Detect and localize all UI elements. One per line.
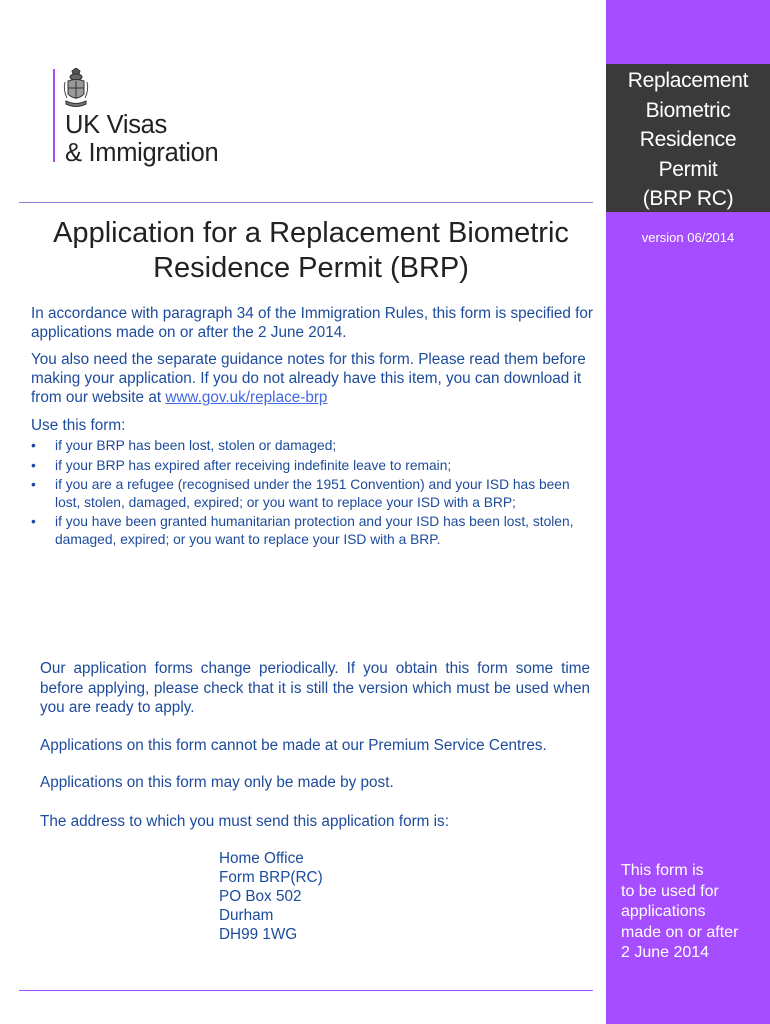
- royal-crest-icon: [62, 68, 90, 110]
- premium-centre-notice: Applications on this form cannot be made at our Premium Service Centres.: [40, 737, 547, 754]
- sidebar-note: [621, 861, 766, 964]
- address-intro: The address to which you must send this application form is:: [40, 813, 449, 830]
- title-line-2: Residence Permit (BRP): [153, 252, 469, 284]
- post-only-notice: Applications on this form may only be made by post.: [40, 774, 394, 791]
- address-line: DH99 1WG: [219, 926, 298, 943]
- list-item-text: if your BRP has expired after receiving indefinite leave to remain;: [55, 457, 452, 473]
- guidance-link[interactable]: www.gov.uk/replace-brp: [165, 389, 328, 406]
- logo-line-2: & Immigration: [65, 139, 219, 167]
- form-version: version 06/2014: [641, 230, 735, 245]
- guidance-text: You also need the separate guidance notes for this form. Please read them before making your application. If you do not already have this item, you can download it from our website at: [31, 351, 586, 406]
- sidebar-note-line: This form is: [621, 862, 704, 879]
- sidebar-note-line: applications: [621, 903, 706, 920]
- form-code-box: [606, 64, 770, 212]
- list-item: [31, 457, 596, 475]
- list-item-text: if you have been granted humanitarian protection and your ISD has been lost, stolen, damaged, expired; or you want to replace your ISD with a BRP.: [55, 514, 574, 547]
- bullet-icon: •: [31, 477, 36, 492]
- form-code-line: Permit: [658, 157, 718, 181]
- address-line: PO Box 502: [219, 888, 302, 905]
- list-item: [31, 476, 596, 511]
- form-code-line: (BRP RC): [642, 187, 734, 210]
- title-line-1: Application for a Replacement Biometric: [53, 217, 569, 249]
- form-code-line: Biometric: [645, 98, 731, 122]
- sidebar-note-line: to be used for: [621, 882, 719, 900]
- sidebar-note-line: made on or after: [621, 923, 739, 941]
- form-code-line: Replacement: [627, 69, 749, 92]
- page-title: [19, 216, 603, 286]
- usage-list: [31, 437, 596, 550]
- version-notice: Our application forms change periodically. If you obtain this form some time before applying, please check that it is still the version which must be used when you are ready to apply.: [40, 660, 590, 716]
- form-code-line: Residence: [639, 128, 737, 151]
- sidebar-note-line: 2 June 2014: [621, 944, 710, 961]
- intro-paragraph: In accordance with paragraph 34 of the Immigration Rules, this form is specified for applications made on or after the 2 June 2014.: [31, 305, 594, 341]
- logo-line-1: UK Visas: [65, 111, 168, 139]
- list-item-text: if your BRP has been lost, stolen or damaged;: [55, 438, 337, 453]
- footer-divider: [19, 990, 593, 991]
- use-form-label: Use this form:: [31, 417, 126, 434]
- postal-address: [219, 849, 323, 944]
- logo-divider: [53, 69, 55, 162]
- header-divider: [19, 202, 593, 203]
- bullet-icon: •: [31, 514, 36, 529]
- logo-wordmark: [65, 111, 218, 167]
- list-item: [31, 437, 596, 455]
- bullet-icon: •: [31, 438, 36, 453]
- bullet-icon: •: [31, 457, 36, 473]
- address-line: Durham: [219, 907, 274, 924]
- address-line: Home Office: [219, 850, 304, 867]
- guidance-paragraph: [31, 350, 596, 407]
- address-line: Form BRP(RC): [219, 869, 323, 886]
- list-item-text: if you are a refugee (recognised under the 1951 Convention) and your ISD has been lost, stolen, damaged, expired; or you want to replace your ISD with a BRP;: [55, 477, 570, 510]
- list-item: [31, 513, 596, 548]
